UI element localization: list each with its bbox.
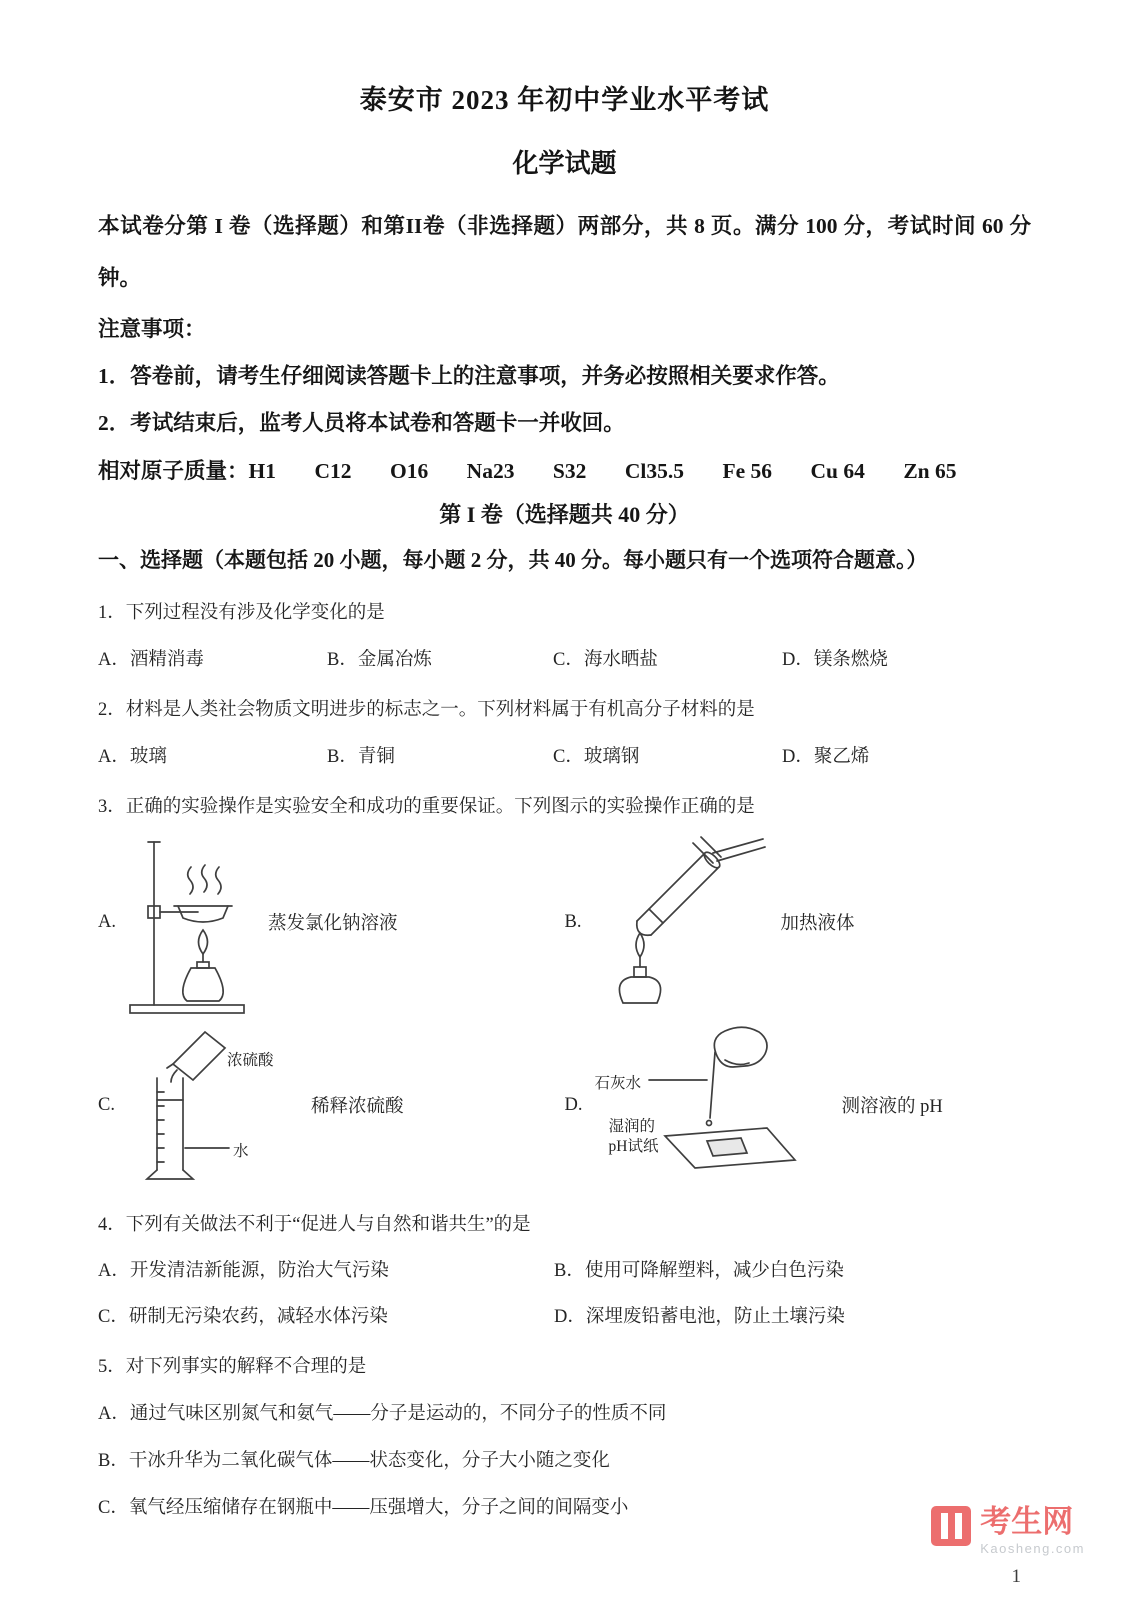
atomic-mass-label: 相对原子质量：	[98, 459, 249, 483]
brand-domain: Kaosheng.com	[980, 1541, 1085, 1556]
notice-header: 注意事项：	[98, 317, 206, 341]
q4-option-c: C．研制无污染农药，减轻水体污染	[98, 1307, 388, 1327]
logo-bar	[955, 1513, 962, 1539]
q3-option-c-letter: C.	[98, 1094, 115, 1115]
ph-test-figure	[595, 1024, 830, 1186]
ph-test-svg	[595, 1024, 830, 1186]
question-1-options	[98, 645, 1031, 671]
heating-test-tube-svg	[593, 831, 768, 1013]
q1-option-d: D．镁条燃烧	[782, 650, 888, 670]
q4-option-b: B．使用可降解塑料，减少白色污染	[554, 1261, 844, 1281]
atomic-mass-line	[98, 454, 1031, 485]
q5-option-a: A．通过气味区别氮气和氨气——分子是运动的，不同分子的性质不同	[98, 1404, 667, 1424]
q2-option-d: D．聚乙烯	[782, 747, 870, 767]
q4-option-a: A．开发清洁新能源，防治大气污染	[98, 1261, 389, 1281]
wet-label-line2: pH试纸	[608, 1138, 659, 1155]
notice-item-1: 1．答卷前，请考生仔细阅读答题卡上的注意事项，并务必按照相关要求作答。	[98, 364, 840, 388]
acid-label: 浓硫酸	[226, 1052, 274, 1069]
q3-option-c-caption: 稀释浓硫酸	[310, 1097, 404, 1117]
q5-option-c: C．氧气经压缩储存在钢瓶中——压强增大，分子之间的间隔变小	[98, 1498, 629, 1518]
question-3-options	[98, 828, 1031, 1186]
brand-name: 考生网	[980, 1504, 1074, 1540]
atomic-mass-Cl: Cl35.5	[624, 459, 684, 483]
section-1-title: 第 I 卷（选择题共 40 分）	[439, 502, 690, 527]
question-4-options	[98, 1256, 1031, 1328]
q2-option-b: B．青铜	[327, 747, 395, 767]
acid-dilution-svg	[127, 1024, 242, 1186]
question-3-stem: 3．正确的实验操作是实验安全和成功的重要保证。下列图示的实验操作正确的是	[98, 797, 755, 817]
atomic-mass-S: S32	[552, 459, 587, 483]
evaporation-apparatus-svg	[128, 828, 256, 1016]
atomic-mass-Cu: Cu 64	[810, 459, 865, 483]
exam-subtitle: 化学试题	[512, 149, 617, 178]
kaosheng-logo-icon	[931, 1506, 971, 1546]
atomic-mass-Zn: Zn 65	[903, 459, 957, 483]
wet-label-line1: 湿润的	[608, 1118, 656, 1135]
notice-item-2: 2．考试结束后，监考人员将本试卷和答题卡一并收回。	[98, 411, 625, 435]
atomic-mass-Fe: Fe 56	[722, 459, 773, 483]
exam-intro: 本试卷分第 I 卷（选择题）和第II卷（非选择题）两部分，共 8 页。满分 100 分，考试时间 60 分钟。	[98, 214, 1031, 290]
q3-option-a-letter: A.	[98, 911, 116, 932]
q5-option-b: B．干冰升华为二氧化碳气体——状态变化，分子大小随之变化	[98, 1451, 610, 1471]
q3-option-b-letter: B.	[564, 911, 582, 932]
acid-dilution-figure	[127, 1024, 299, 1186]
atomic-mass-C: C12	[314, 459, 352, 483]
q1-option-c: C．海水晒盐	[553, 650, 658, 670]
question-2-stem: 2．材料是人类社会物质文明进步的标志之一。下列材料属于有机高分子材料的是	[98, 700, 755, 720]
q3-option-b	[565, 828, 1032, 1016]
water-label: 水	[232, 1143, 249, 1160]
q3-option-d	[565, 1024, 1032, 1186]
q3-option-b-caption: 加热液体	[780, 914, 855, 934]
q1-option-b: B．金属冶炼	[327, 650, 432, 670]
question-2-options	[98, 742, 1031, 768]
kaosheng-watermark	[931, 1506, 1085, 1556]
heating-liquid-figure	[593, 831, 768, 1013]
page-number: 1	[1011, 1566, 1021, 1587]
question-1-stem: 1．下列过程没有涉及化学变化的是	[98, 603, 385, 623]
section-1-instruction: 一、选择题（本题包括 20 小题，每小题 2 分，共 40 分。每小题只有一个选项符合题意。）	[98, 548, 928, 572]
kaosheng-brand-text	[980, 1506, 1085, 1556]
lime-water-label: 石灰水	[594, 1075, 642, 1092]
question-4-stem: 4．下列有关做法不利于“促进人与自然和谐共生”的是	[98, 1215, 531, 1235]
q3-option-d-caption: 测溶液的 pH	[841, 1097, 943, 1117]
q3-option-d-letter: D.	[564, 1094, 583, 1115]
q3-option-a	[98, 828, 565, 1016]
logo-bar	[941, 1513, 948, 1539]
atomic-mass-values	[249, 459, 957, 484]
exam-title: 泰安市 2023 年初中学业水平考试	[359, 85, 770, 115]
q1-option-a: A．酒精消毒	[98, 650, 204, 670]
q2-option-c: C．玻璃钢	[553, 747, 640, 767]
q2-option-a: A．玻璃	[98, 747, 167, 767]
atomic-mass-Na: Na23	[466, 459, 515, 483]
atomic-mass-O: O16	[389, 459, 429, 483]
q3-option-c	[98, 1024, 565, 1186]
question-5-stem: 5．对下列事实的解释不合理的是	[98, 1357, 367, 1377]
q4-option-d: D．深埋废铅蓄电池，防止土壤污染	[554, 1307, 845, 1327]
evaporation-figure	[128, 828, 256, 1016]
atomic-mass-H: H1	[248, 459, 276, 483]
q3-option-a-caption: 蒸发氯化钠溶液	[268, 914, 398, 934]
